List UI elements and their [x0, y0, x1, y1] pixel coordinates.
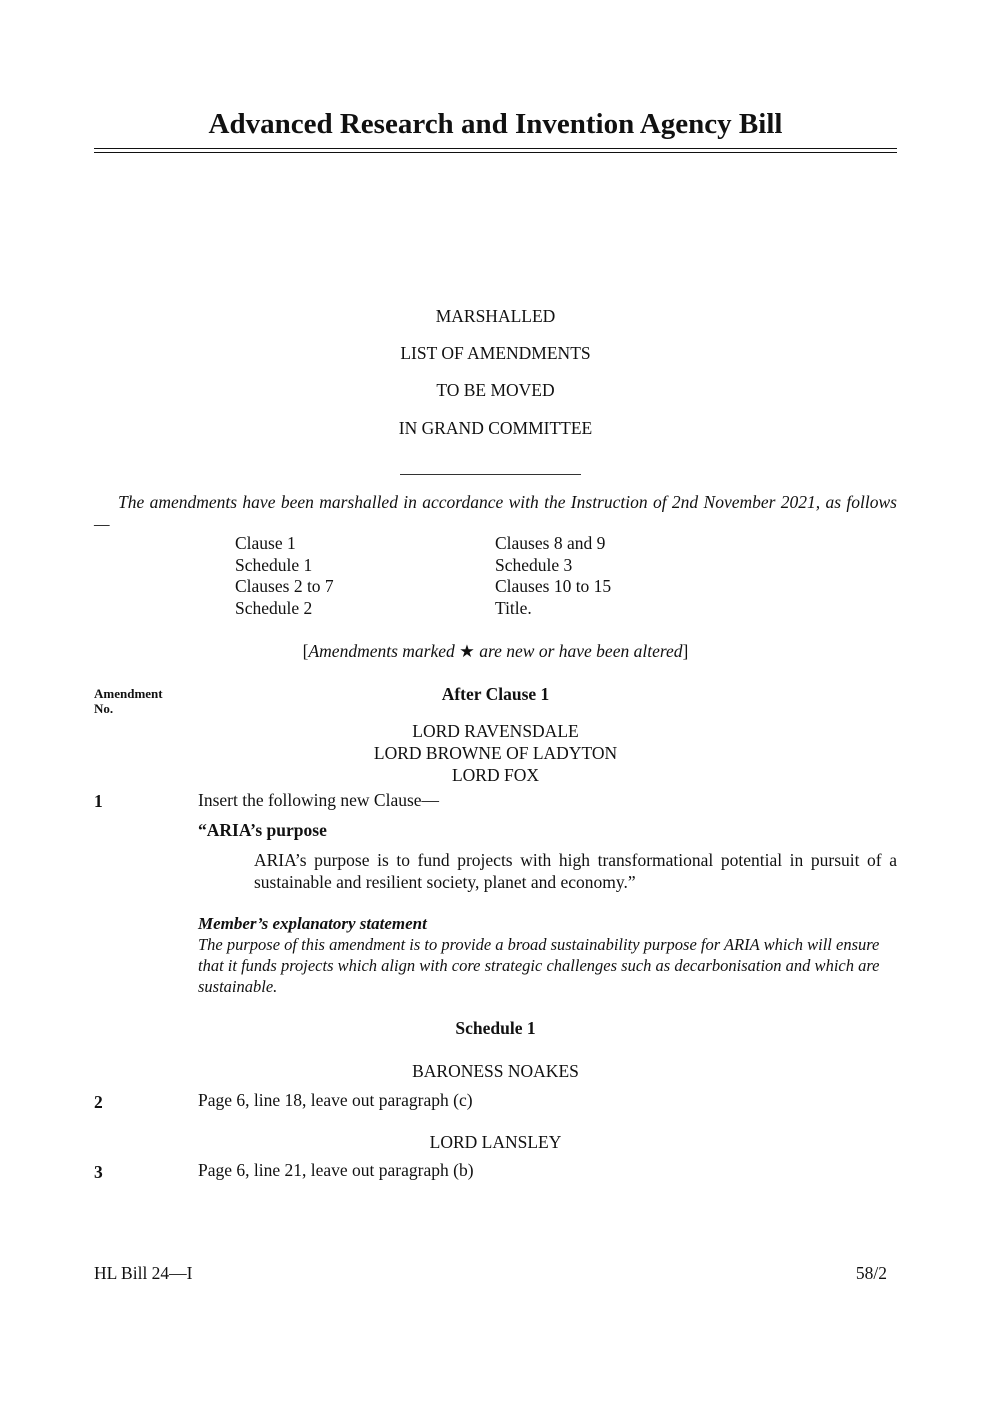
- order-item: Title.: [495, 597, 532, 618]
- amendment-number: 2: [94, 1092, 103, 1112]
- order-item: Clause 1: [235, 533, 296, 553]
- clause-title: “ARIA’s purpose: [198, 820, 327, 840]
- order-left: [235, 533, 334, 619]
- amendment-number: 3: [94, 1162, 103, 1182]
- note: [Amendments marked ★ are new or have been altered]: [302, 641, 689, 661]
- amendment-text: Page 6, line 18, leave out paragraph (c): [198, 1090, 473, 1110]
- footer-page-ref: 58/2: [855, 1263, 887, 1283]
- order-item: Clauses 10 to 15: [495, 576, 612, 596]
- heading-line: TO BE MOVED: [436, 380, 555, 400]
- amendment-text: Page 6, line 21, leave out paragraph (b): [198, 1160, 474, 1180]
- heading-line: MARSHALLED: [435, 306, 556, 326]
- heading-line: IN GRAND COMMITTEE: [398, 418, 593, 438]
- sponsors: LORD RAVENSDALE LORD BROWNE OF LADYTON LORD FOX: [373, 721, 618, 785]
- divider: [400, 474, 581, 475]
- statement-title: Member’s explanatory statement: [198, 914, 427, 933]
- order-right: [495, 533, 611, 619]
- order-item: Clauses 2 to 7: [235, 576, 334, 596]
- clause-text: ARIA’s purpose is to fund projects with high transformational potential in pursuit of a sustainable and resilient society, planet and economy.”: [254, 850, 897, 892]
- star-icon: ★: [459, 641, 475, 661]
- order-item: Schedule 1: [235, 554, 313, 575]
- document-title: Advanced Research and Invention Agency Bill: [208, 108, 783, 140]
- amendment-number: 1: [94, 791, 103, 811]
- title-rule: [94, 152, 897, 153]
- statement-text: The purpose of this amendment is to provide a broad sustainability purpose for ARIA which will ensure that it funds projects which align with core strategic challenges such as decarbonisation and which are sustainable.: [198, 935, 880, 996]
- order-item: Schedule 2: [235, 597, 313, 618]
- amendment-instruction: Insert the following new Clause—: [198, 790, 440, 810]
- order-item: Clauses 8 and 9: [495, 533, 606, 553]
- amendment-no-header: Amendment No.: [94, 686, 163, 716]
- heading-line: LIST OF AMENDMENTS: [400, 343, 591, 363]
- section-heading: Schedule 1: [455, 1018, 536, 1038]
- sponsor: BARONESS NOAKES: [412, 1061, 579, 1081]
- footer-bill-ref: HL Bill 24—I: [94, 1263, 193, 1283]
- order-item: Schedule 3: [495, 554, 573, 575]
- intro-text: The amendments have been marshalled in accordance with the Instruction of 2nd November 2021, as follows—: [94, 492, 897, 534]
- title-rule: [94, 148, 897, 149]
- sponsor: LORD LANSLEY: [429, 1132, 562, 1152]
- section-heading: After Clause 1: [441, 684, 550, 704]
